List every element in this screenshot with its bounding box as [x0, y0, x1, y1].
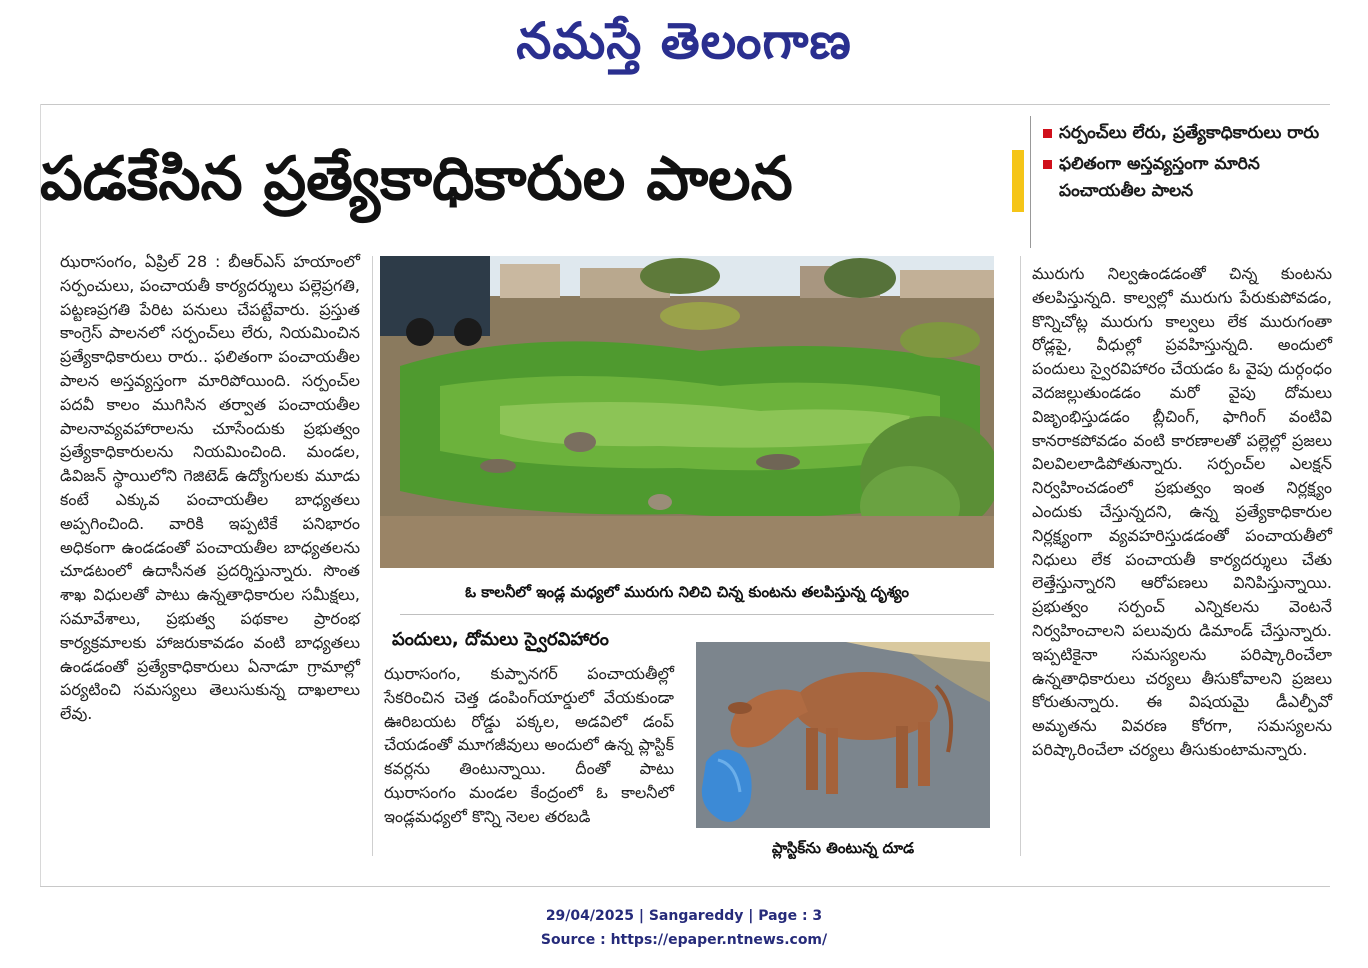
- bullet-square-icon: [1043, 129, 1052, 138]
- column-divider: [1020, 256, 1021, 856]
- highlight-box: [1030, 116, 1330, 248]
- column-divider: [372, 256, 373, 856]
- newspaper-logo: నమస్తే తెలంగాణ: [516, 11, 852, 70]
- highlight-item: [1031, 151, 1330, 205]
- photo-sewage-pond: [380, 256, 994, 568]
- bullet-square-icon: [1043, 160, 1052, 169]
- bottom-rule: [40, 886, 1330, 887]
- masthead: [0, 6, 1368, 78]
- article-column-left: ఝరాసంగం, ఏప్రిల్ 28 : బీఆర్‌ఎస్ హయాంలో సర్పంచులు, పంచాయతీ కార్యదర్శులు పల్లెప్రగతి, పట్టణప్రగతి పేరిట పనులు చేపట్టేవారు. ప్రస్తుత కాంగ్రెస్ పాలనలో సర్పంచ్‌లు లేరు, నియమించిన ప్రత్యేకాధికారులు రారు.. ఫలితంగా పంచాయతీల పాలన అస్తవ్యస్తంగా మారిపోయింది. సర్పంచ్‌ల పదవీ కాలం ముగిసిన తర్వాత పంచాయతీల పాలనావ్యవహారాలను చూసేందుకు ప్రభుత్వం ప్రత్యేకాధికారులను నియమించింది. మండల, డివిజన్ స్థాయిలోని గెజిటెడ్ ఉద్యోగులకు మూడు కంటే ఎక్కువ పంచాయతీల బాధ్యతలు అప్పగించింది. వారికి ఇప్పటికే పనిభారం అధికంగా ఉండడంతో పంచాయతీల బాధ్యతలను చూడటంలో ఉదాసీనత ప్రదర్శిస్తున్నారు. సొంత శాఖ విధులతో పాటు ఉన్నతాధికారుల సమీక్షలు, సమావేశాలు, ప్రభుత్వ పథకాల ప్రారంభ కార్యక్రమాలకు హాజరుకావడం వంటి బాధ్యతలు ఉండడంతో ప్రత్యేకాధికారులు ఏనాడూ గ్రామాల్లో పర్యటించి సమస్యలు తెలుసుకున్న దాఖలాలు లేవు.: [60, 252, 360, 724]
- photo-caption: ఓ కాలనీలో ఇండ్ల మధ్యలో మురుగు నిలిచి చిన్న కుంటను తలపిస్తున్న దృశ్యం: [465, 583, 909, 601]
- photo-caption: ప్లాస్టిక్‌ను తింటున్న దూడ: [771, 839, 915, 857]
- highlight-text: సర్పంచ్‌లు లేరు, ప్రత్యేకాధికారులు రారు: [1059, 123, 1320, 143]
- headline: పడకేసిన ప్రత్యేకాధికారుల పాలన: [40, 144, 793, 214]
- sidebar-story-body: ఝరాసంగం, కుప్పానగర్ పంచాయతీల్లో సేకరించిన చెత్త డంపింగ్‌యార్డులో వేయకుండా ఊరిబయట రోడ్డు పక్కల, అడవిలో డంప్ చేయడంతో మూగజీవులు అందులో ఉన్న ప్లాస్టిక్ కవర్లను తింటున్నాయి. దీంతో పాటు ఝరాసంగం మండల కేంద్రంలో ఓ కాలనీలో ఇండ్లమధ్యలో కొన్ని నెలల తరబడి: [384, 664, 674, 826]
- photo-calf-eating-plastic: [696, 642, 990, 828]
- highlight-item: [1031, 120, 1330, 147]
- headline-accent-bar: [1012, 150, 1024, 212]
- sidebar-story-heading: పందులు, దోమలు స్వైరవిహారం: [392, 629, 609, 650]
- source-link[interactable]: Source : https://epaper.ntnews.com/: [540, 932, 828, 948]
- article-column-right: మురుగు నిల్వఉండడంతో చిన్న కుంటను తలపిస్తున్నది. కాల్వల్లో మురుగు పేరుకుపోవడం, కొన్నిచోట్ల మురుగు కాల్వలు లేక మురుగంతా రోడ్లపై, వీధుల్లో ప్రవహిస్తున్నది. అందులో పందులు స్వైరవిహారం చేయడం ఓ వైపు దుర్గంధం వెదజల్లుతుండడం మరో వైపు దోమలు విజృంభిస్తుడడం బ్లీచింగ్, ఫాగింగ్ వంటివి కానరాకపోవడం వంటి కారణాలతో పల్లెల్లో ప్రజలు విలవిలలాడిపోతున్నారు. సర్పంచ్‌ల ఎలక్షన్ నిర్వహించడంలో ప్రభుత్వం ఇంత నిర్లక్ష్యం ఎందుకు చేస్తున్నదని, ఉన్న ప్రత్యేకాధికారుల నిర్లక్ష్యంగా వ్యవహరిస్తుడడంతో పంచాయతీలో నిధులు లేక పంచాయతీ కార్యదర్శులు చేతు లెత్తేస్తున్నారని ఆరోపణలు వినిపిస్తున్నాయి. ప్రభుత్వం సర్పంచ్ ఎన్నికలను వెంటనే నిర్వహించాలని పలువురు డిమాండ్ చేస్తున్నారు. ఇప్పటికైనా సమస్యలను పరిష్కారించేలా ఉన్నతాధికారులు చర్యలు తీసుకోవాలని ప్రజలు కోరుతున్నారు. ఈ విషయమై డీఎల్పీవో అమృతను వివరణ కోరగా, సమస్యలను పరిష్కారించేలా చర్యలు తీసుకుంటామన్నారు.: [1032, 264, 1332, 759]
- caption-rule: [400, 614, 994, 615]
- edition-info: 29/04/2025 | Sangareddy | Page : 3: [545, 908, 823, 924]
- highlight-text: ఫలితంగా అస్తవ్యస్తంగా మారిన పంచాయతీల పాలన: [1059, 154, 1260, 201]
- top-rule: [40, 104, 1330, 105]
